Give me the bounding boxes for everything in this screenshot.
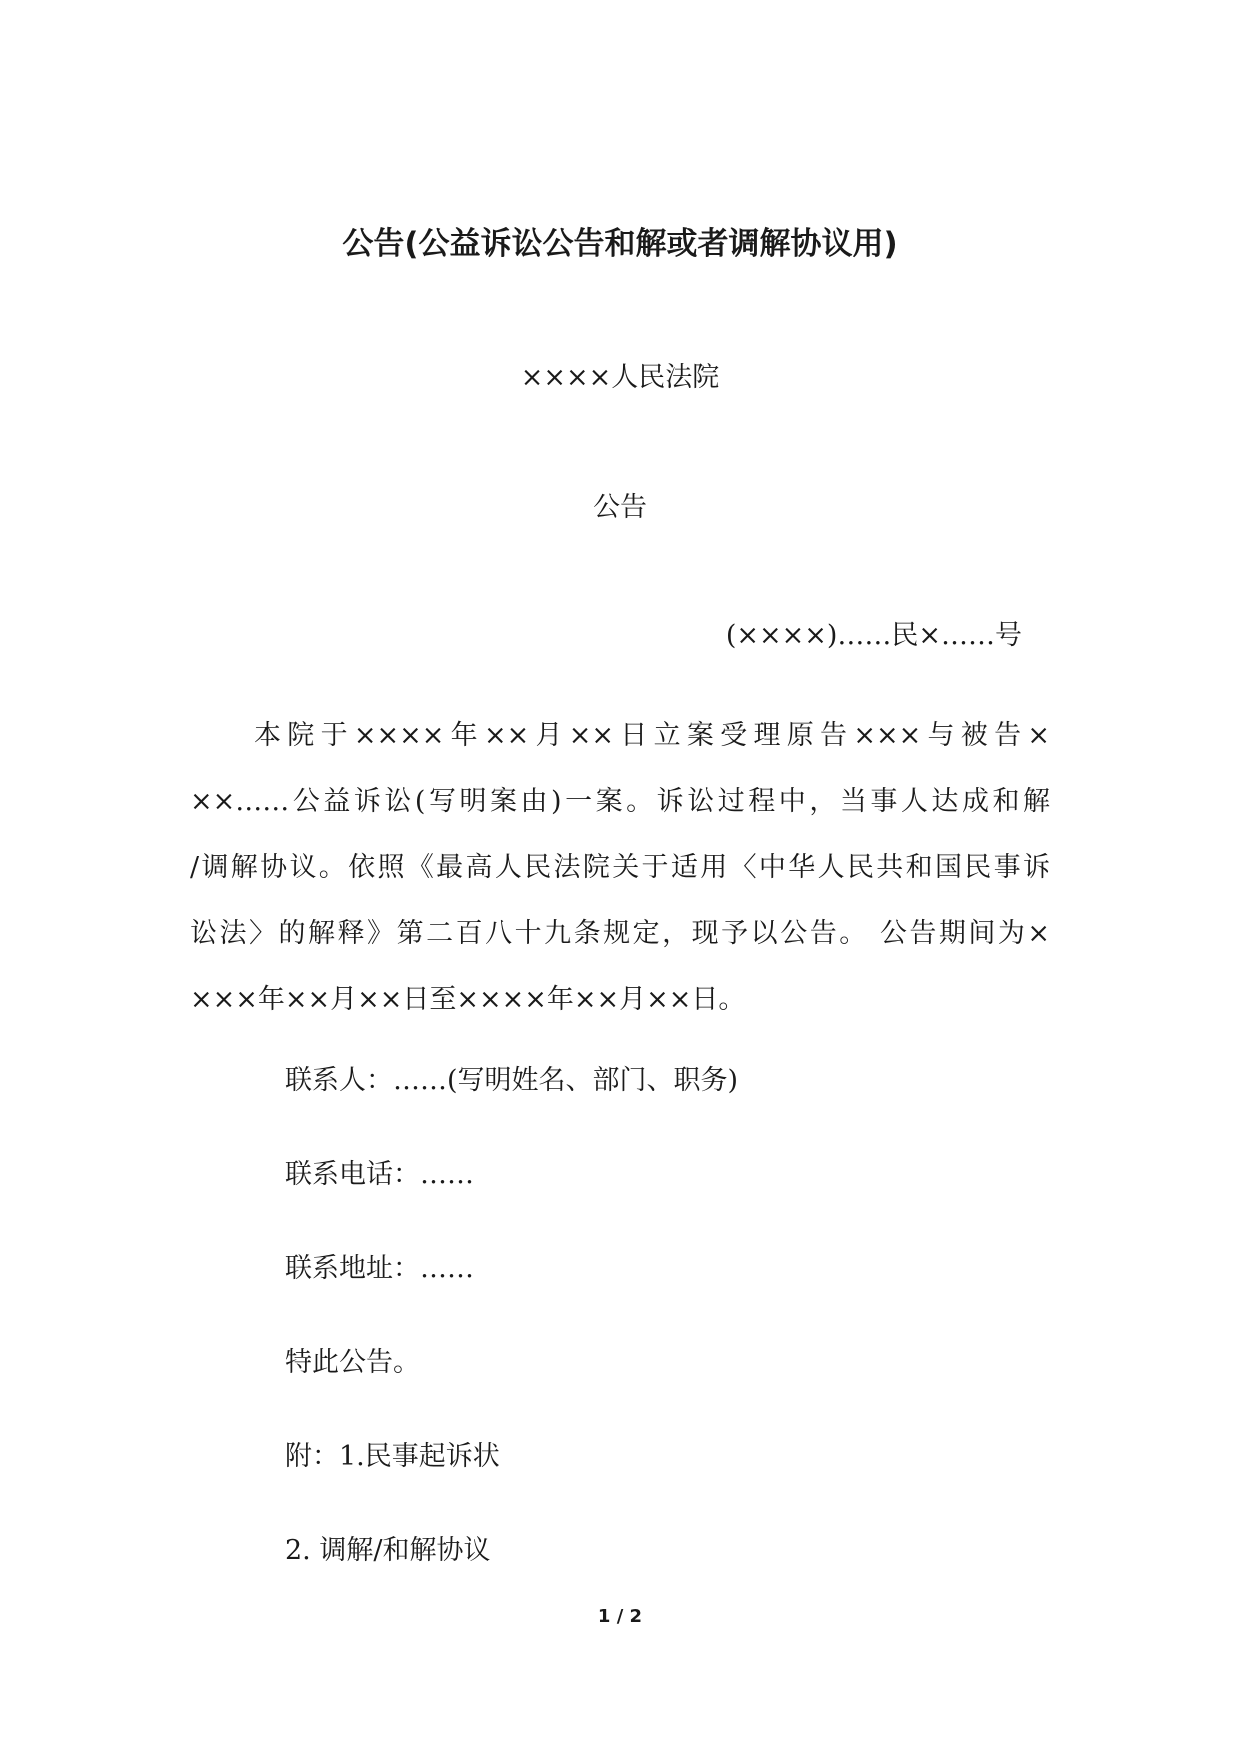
contact-address: 联系地址：……: [285, 1253, 474, 1284]
body-paragraph: [190, 703, 1050, 1033]
body-line: ×××年××月××日至××××年××月××日。: [190, 984, 746, 1015]
contact-phone: 联系电话：……: [285, 1159, 474, 1190]
document-title: 公告(公益诉讼公告和解或者调解协议用): [342, 226, 898, 262]
contact-person: 联系人：……(写明姓名、部门、职务): [285, 1065, 739, 1096]
attachment-item: 附：1.民事起诉状: [285, 1441, 500, 1472]
case-number: (××××)……民×……号: [725, 620, 1022, 651]
closing-statement: 特此公告。: [285, 1347, 420, 1378]
notice-heading: 公告: [593, 492, 647, 523]
body-line: 讼法〉的解释》第二百八十九条规定，现予以公告。 公告期间为×: [190, 918, 1050, 949]
attachment-item: 2. 调解/和解协议: [285, 1535, 491, 1566]
page-indicator: 1 / 2: [597, 1606, 643, 1627]
court-name: ××××人民法院: [520, 362, 720, 393]
body-line: ××……公益诉讼(写明案由)一案。诉讼过程中，当事人达成和解: [190, 786, 1050, 817]
body-line: /调解协议。依照《最高人民法院关于适用〈中华人民共和国民事诉: [190, 852, 1050, 883]
body-line: 本院于××××年××月××日立案受理原告×××与被告×: [254, 720, 1050, 751]
